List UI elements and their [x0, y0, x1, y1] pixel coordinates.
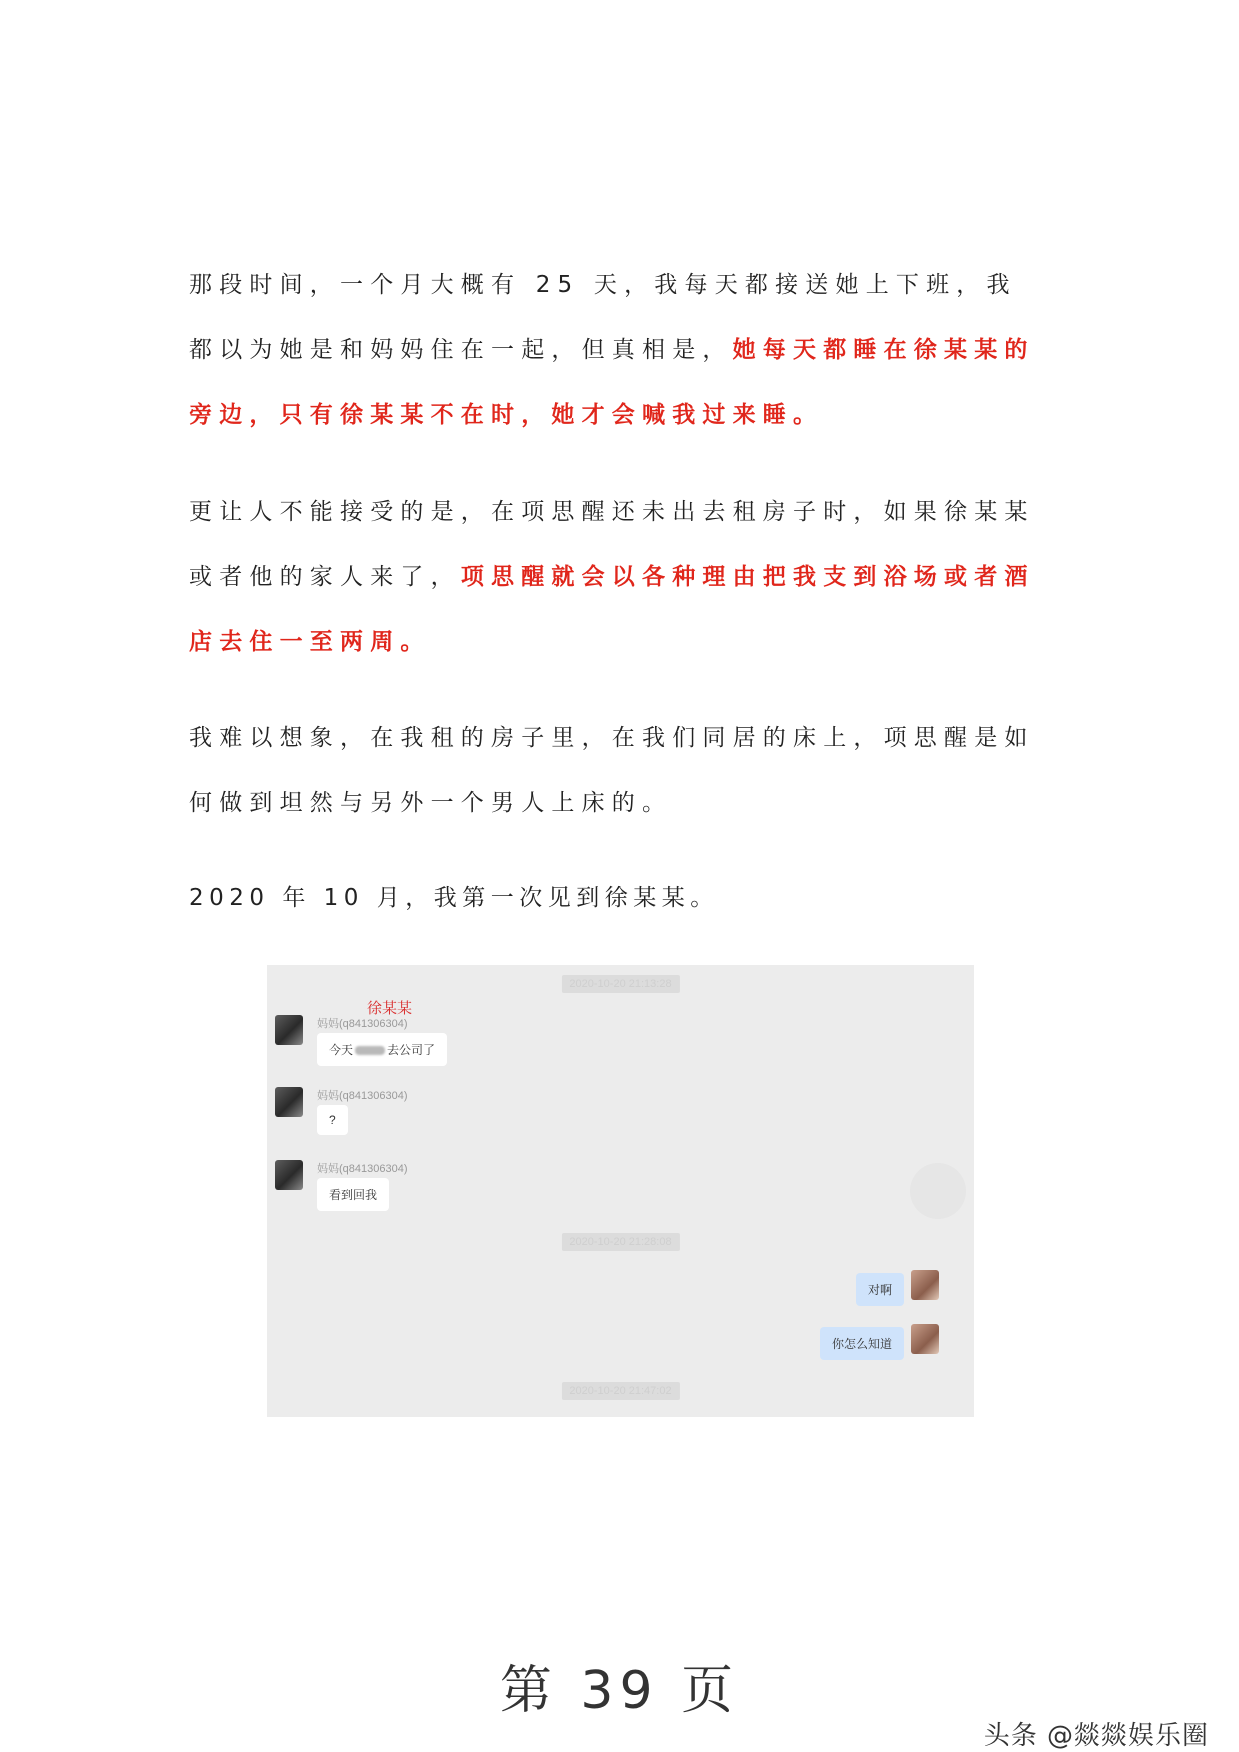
chat-sender-name: 妈妈(q841306304) [317, 1163, 408, 1175]
paragraph-1-text: 那段时间，一个月大概有 25 天，我每天都接送她上下班，我都以为她是和妈妈住在一起，但真相是， [189, 272, 1017, 363]
paragraph-2-highlight: 项思醒就会以各种理由把我支到浴场或者酒店去住一至两周。 [189, 564, 1035, 655]
paragraph-2-text: 更让人不能接受的是，在项思醒还未出去租房子时，如果徐某某或者他的家人来了， [189, 499, 1035, 590]
contact-avatar [275, 1160, 303, 1190]
chat-message-text: 今天 [329, 1043, 354, 1057]
watermark: 头条 @燚燚娱乐圈 [983, 1721, 1209, 1751]
chat-message-bubble [317, 1033, 447, 1066]
my-message-bubble: 你怎么知道 [820, 1327, 904, 1360]
my-avatar [911, 1324, 939, 1354]
scroll-button-ghost [910, 1163, 966, 1219]
paragraph-2 [189, 480, 1039, 675]
contact-avatar [275, 1087, 303, 1117]
chat-sender-name: 妈妈(q841306304) [317, 1090, 408, 1102]
chat-red-label: 徐某某 [367, 1000, 413, 1017]
paragraph-3: 我难以想象，在我租的房子里，在我们同居的床上，项思醒是如何做到坦然与另外一个男人上床的。 [189, 725, 1035, 816]
chat-screenshot [267, 965, 974, 1417]
my-message-bubble: 对啊 [856, 1273, 904, 1306]
contact-avatar [275, 1015, 303, 1045]
chat-sender-name: 妈妈(q841306304) [317, 1018, 408, 1030]
chat-timestamp: 2020-10-20 21:47:02 [561, 1382, 679, 1400]
chat-message-bubble: ? [317, 1105, 348, 1135]
chat-timestamp: 2020-10-20 21:28:08 [561, 1233, 679, 1251]
chat-message-text: 去公司了 [387, 1043, 436, 1057]
page-number: 第 39 页 [499, 1661, 740, 1721]
redaction-blur [355, 1046, 385, 1055]
chat-timestamp: 2020-10-20 21:13:28 [561, 975, 679, 993]
chat-message-bubble: 看到回我 [317, 1178, 389, 1211]
paragraph-1-highlight: 她每天都睡在徐某某的旁边，只有徐某某不在时，她才会喊我过来睡。 [189, 337, 1035, 428]
paragraph-4: 2020 年 10 月，我第一次见到徐某某。 [189, 885, 719, 911]
my-avatar [911, 1270, 939, 1300]
paragraph-1 [189, 253, 1039, 448]
